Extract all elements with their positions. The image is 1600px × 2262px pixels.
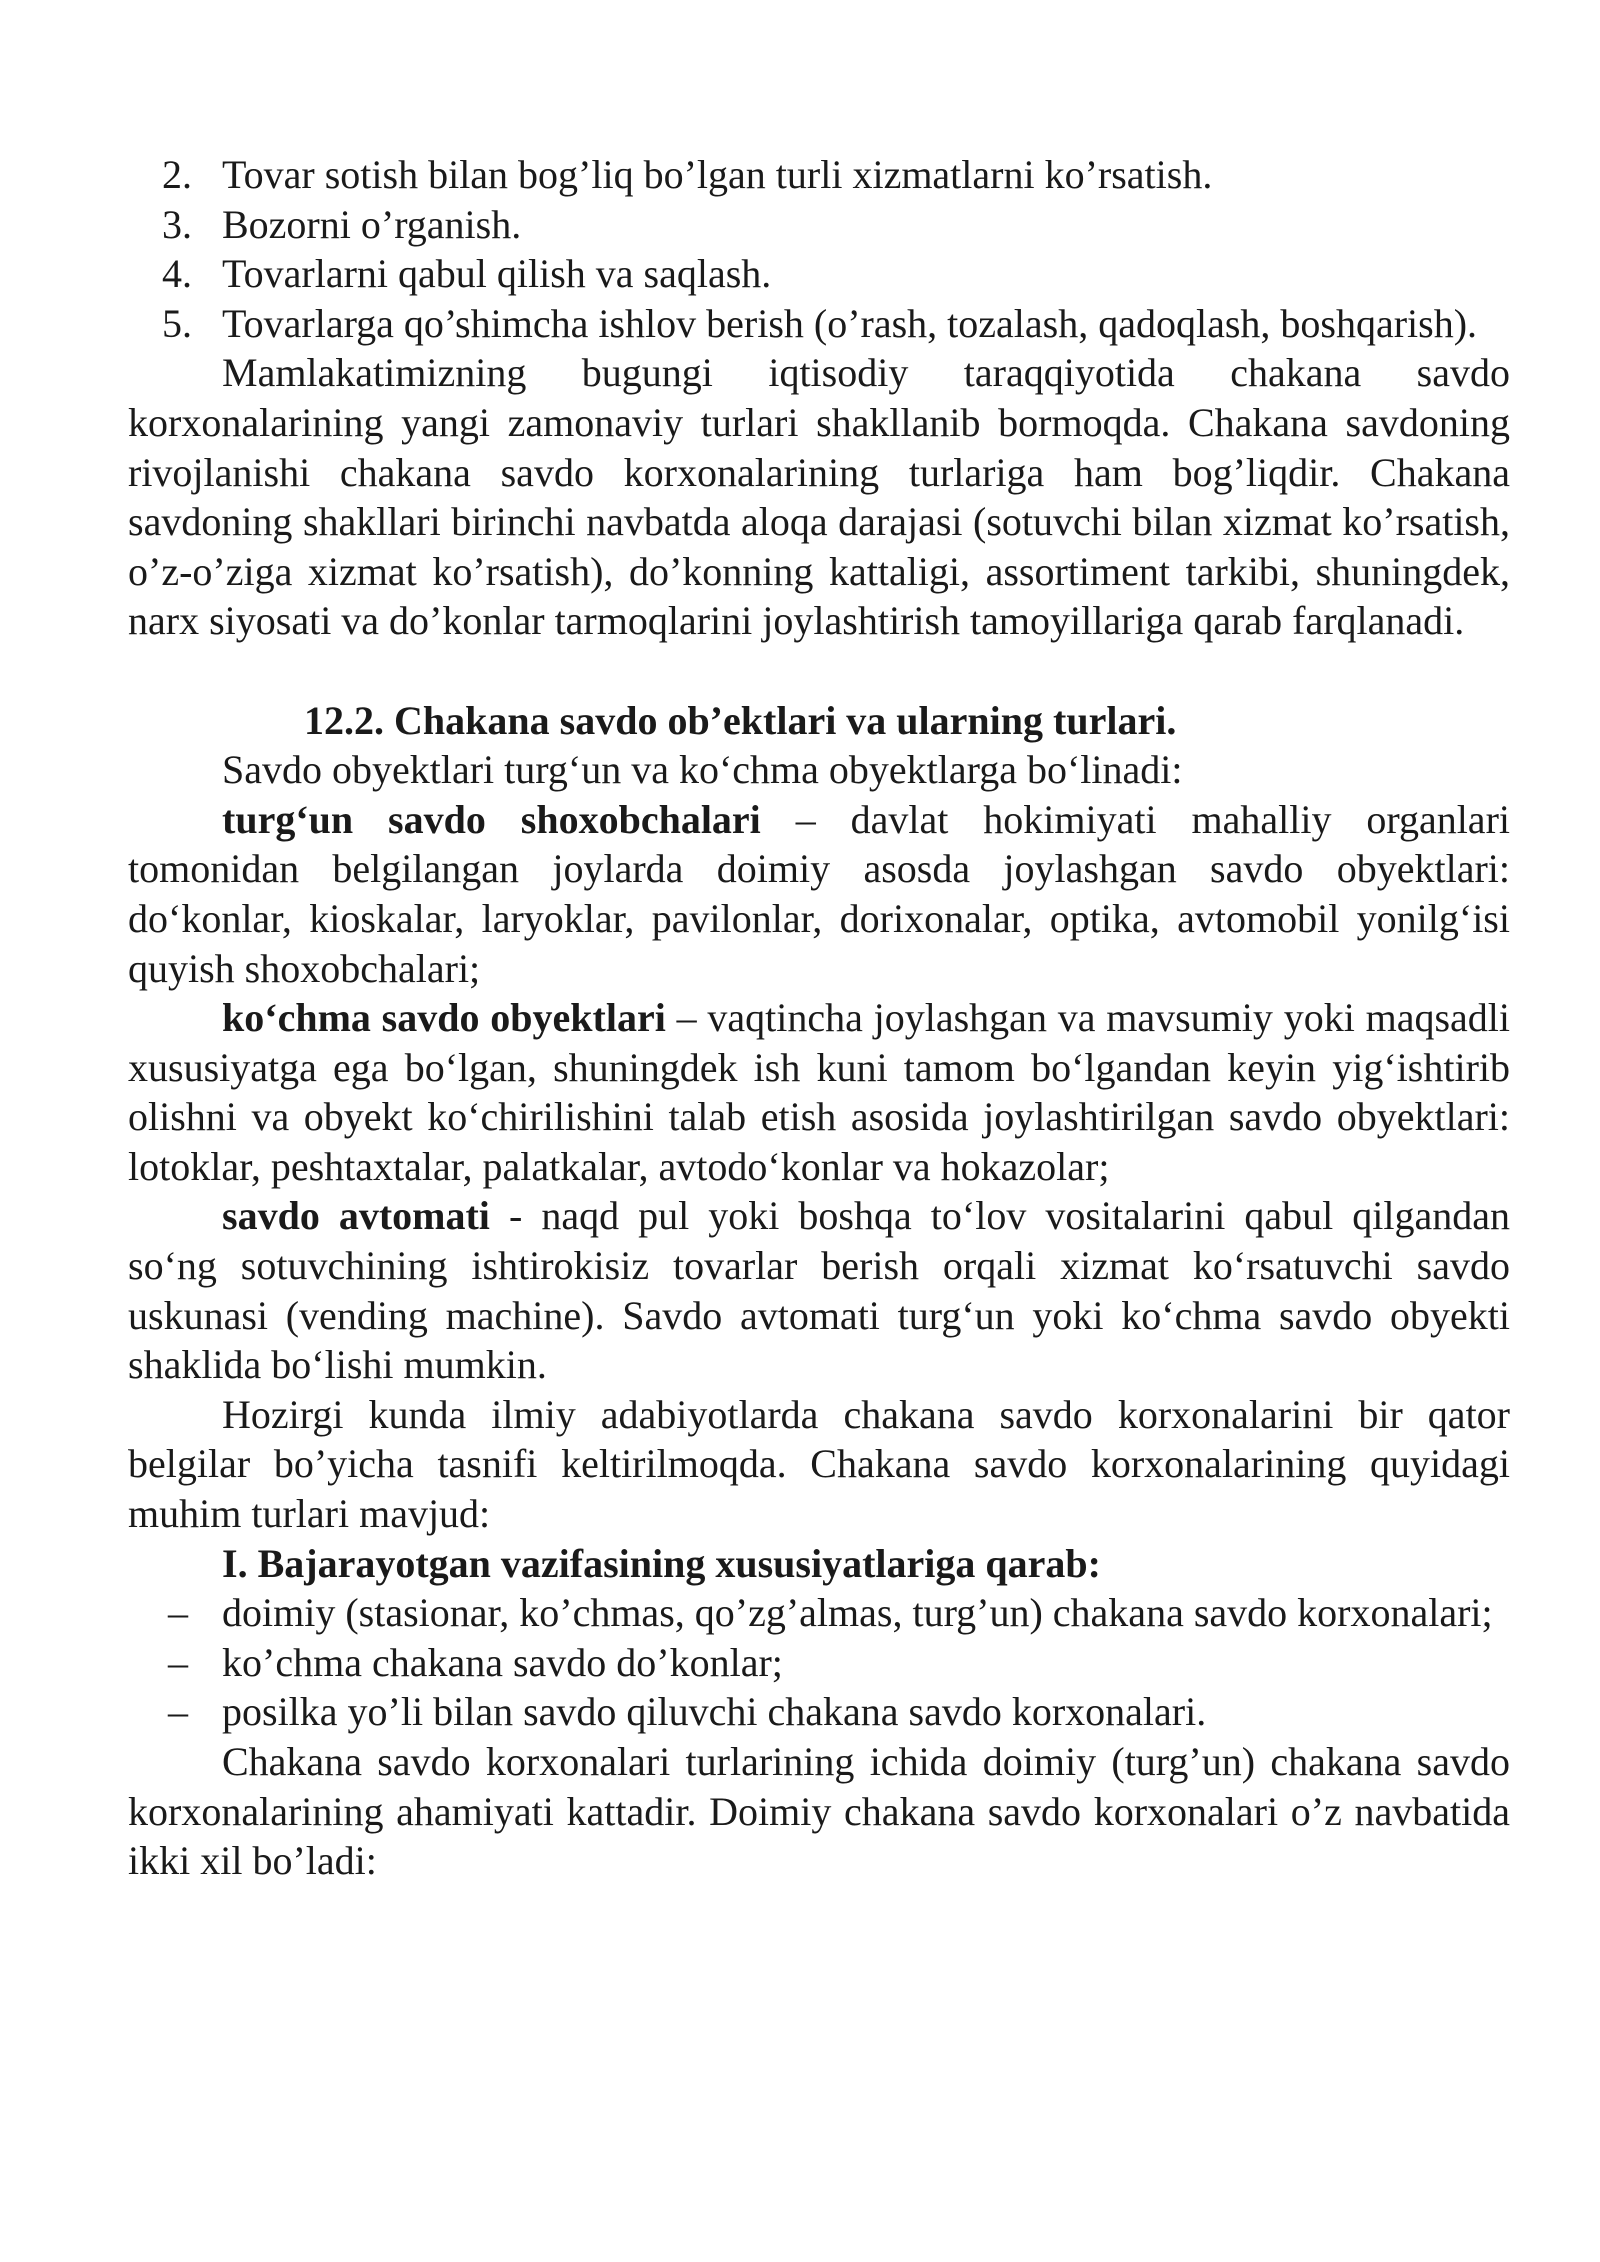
list-item — [128, 150, 1510, 200]
list-number: 2. — [162, 152, 192, 197]
dash-bullet: – — [168, 1590, 188, 1636]
list-item — [128, 299, 1510, 349]
definition-paragraph — [128, 1191, 1510, 1389]
dash-item-text: ko’chma chakana savdo do’konlar; — [222, 1639, 783, 1685]
list-number: 5. — [162, 300, 192, 346]
paragraph: Mamlakatimizning bugungi iqtisodiy taraqqiyotida chakana savdo korxonalarining yangi zamonaviy turlari shakllanib bormoqda. Chakana savdoning rivojlanishi chakana savdo korxonalarining turlariga ham bog’liqdir. Chakana savdoning shakllari birinchi navbatda aloqa darajasi (sotuvchi bilan xizmat ko’rsatish, o’z-o’ziga xizmat ko’rsatish), do’konning kattaligi, assortiment tarkibi, shuningdek, narx siyosati va do’konlar tarmoqlarini joylashtirish tamoyillariga qarab farqlanadi. — [128, 350, 1510, 644]
subheading: I. Bajarayotgan vazifasining xususiyatlariga qarab: — [222, 1540, 1101, 1586]
list-text: Tovarlarga qo’shimcha ishlov berish (o’rash, tozalash, qadoqlash, boshqarish). — [222, 300, 1478, 346]
definition-paragraph — [128, 795, 1510, 993]
dash-item-text: posilka yo’li bilan savdo qiluvchi chakana savdo korxonalari. — [222, 1689, 1207, 1735]
definition-term: savdo avtomati — [222, 1193, 490, 1239]
definition-text: – davlat hokimiyati mahalliy organlari tomonidan belgilangan joylarda doimiy asosda joylashgan savdo obyektlari: do‘konlar, kioskalar, laryoklar, pavilonlar, dorixonalar, optika, avtomobil yonilg‘isi quyish shoxobchalari; — [128, 796, 1510, 991]
document-page — [128, 150, 1510, 1886]
list-text: Bozorni o’rganish. — [222, 201, 522, 247]
list-item — [128, 200, 1510, 250]
paragraph: Hozirgi kunda ilmiy adabiyotlarda chakana savdo korxonalarini bir qator belgilar bo’yicha tasnifi keltirilmoqda. Chakana savdo korxonalarining quyidagi muhim turlari mavjud: — [128, 1391, 1510, 1537]
paragraph: Savdo obyektlari turg‘un va ko‘chma obyektlarga bo‘linadi: — [222, 747, 1183, 793]
definition-text: - naqd pul yoki boshqa to‘lov vositalarini qabul qilgandan so‘ng sotuvchining ishtirokisiz tovarlar berish orqali xizmat ko‘rsatuvchi savdo uskunasi (vending machine). Savdo avtomati turg‘un yoki ko‘chma savdo obyekti shaklida bo‘lishi mumkin. — [128, 1193, 1511, 1388]
dash-list-item — [128, 1638, 1510, 1688]
section-heading: 12.2. Chakana savdo ob’ektlari va ularning turlari. — [304, 697, 1177, 743]
list-text: Tovarlarni qabul qilish va saqlash. — [222, 251, 772, 297]
definition-paragraph — [128, 993, 1510, 1191]
dash-list-item — [128, 1588, 1510, 1638]
definition-text: – vaqtincha joylashgan va mavsumiy yoki maqsadli xususiyatga ega bo‘lgan, shuningdek ish kuni tamom bo‘lgandan keyin yig‘ishtirib olishni va obyekt ko‘chirilishini talab etish asosida joylashtirilgan savdo obyektlari: lotoklar, peshtaxtalar, palatkalar, avtodo‘konlar va hokazolar; — [128, 995, 1510, 1189]
list-number: 3. — [162, 201, 192, 247]
paragraph: Chakana savdo korxonalari turlarining ichida doimiy (turg’un) chakana savdo korxonalarining ahamiyati kattadir. Doimiy chakana savdo korxonalari o’z navbatida ikki xil bo’ladi: — [128, 1739, 1510, 1884]
definition-term: turg‘un savdo shoxobchalari — [222, 796, 761, 842]
dash-bullet: – — [168, 1639, 188, 1685]
dash-list-item — [128, 1687, 1510, 1737]
dash-item-text: doimiy (stasionar, ko’chmas, qo’zg’almas, turg’un) chakana savdo korxonalari; — [222, 1590, 1493, 1636]
list-number: 4. — [162, 251, 192, 297]
definition-term: ko‘chma savdo obyektlari — [222, 995, 666, 1041]
dash-bullet: – — [168, 1689, 188, 1735]
list-text: Tovar sotish bilan bog’liq bo’lgan turli xizmatlarni ko’rsatish. — [222, 152, 1213, 197]
list-item — [128, 249, 1510, 299]
